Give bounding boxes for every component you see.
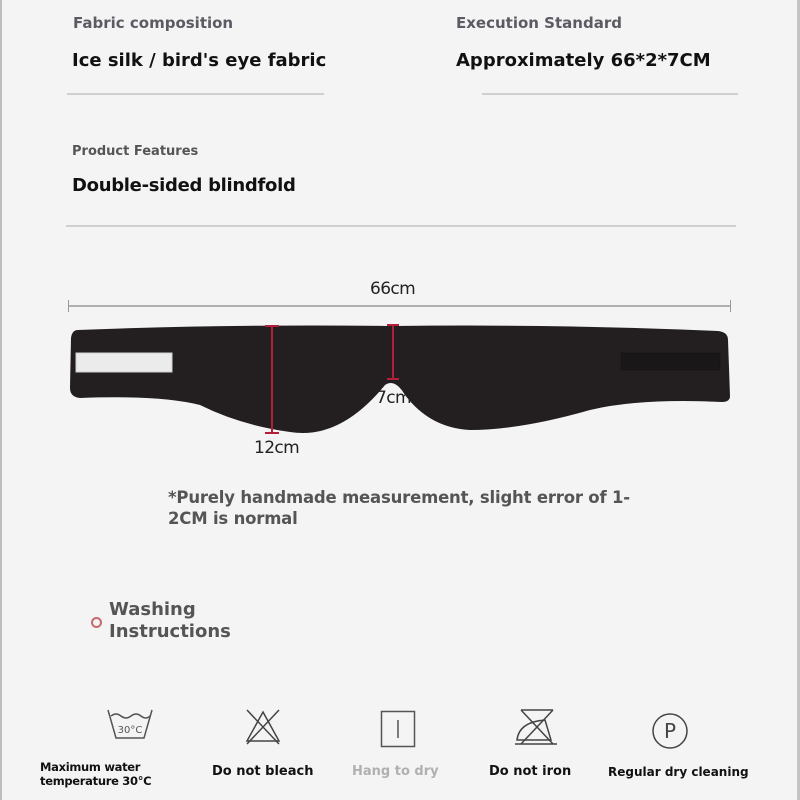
hang-dry-icon [380, 710, 416, 748]
product-features-value: Double-sided blindfold [72, 175, 296, 196]
product-features-label: Product Features [72, 144, 199, 159]
no-iron-icon [515, 708, 557, 748]
center-height-label: 7cm [376, 388, 411, 408]
svg-text:30°C: 30°C [117, 725, 143, 736]
length-label: 66cm [370, 279, 416, 299]
velcro-patch-dark [621, 353, 720, 370]
care-label-hang-dry: Hang to dry [352, 764, 439, 779]
care-label-line1: Maximum water [40, 760, 141, 774]
washing-title-line1: Washing [109, 599, 196, 620]
execution-standard-label: Execution Standard [456, 14, 622, 32]
dry-clean-p-icon [651, 712, 689, 750]
care-label-line2: temperature 30°C [40, 774, 152, 788]
fabric-composition-label: Fabric composition [73, 14, 234, 32]
care-label-max-temp [40, 760, 151, 788]
washing-title-line2: Instructions [109, 621, 231, 642]
wash-30c-icon [106, 708, 154, 744]
bullet-circle-icon [91, 617, 102, 628]
care-label-dry-clean: Regular dry cleaning [608, 765, 749, 779]
velcro-patch-white [76, 353, 172, 372]
execution-standard-value: Approximately 66*2*7CM [456, 50, 711, 71]
svg-text:P: P [663, 719, 677, 743]
no-bleach-icon [245, 708, 281, 746]
side-height-label: 12cm [254, 438, 300, 458]
fabric-composition-value: Ice silk / bird's eye fabric [72, 50, 327, 71]
care-label-no-bleach: Do not bleach [212, 764, 314, 779]
care-label-no-iron: Do not iron [489, 764, 572, 779]
measurement-note: *Purely handmade measurement, slight error of 1-2CM is normal [168, 488, 630, 528]
washing-instructions-title [109, 599, 231, 643]
